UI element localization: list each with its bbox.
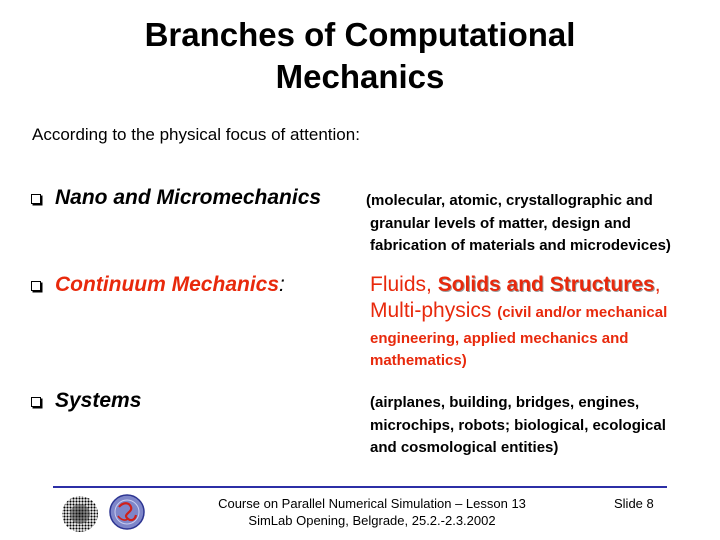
bullet-square-icon [31,194,41,204]
dotted-sphere-logo-icon [60,494,100,534]
item-continuum-label [55,272,285,298]
item-systems-desc-1: (airplanes, building, bridges, engines, [370,394,640,411]
item-continuum-desc-4: mathematics) [370,352,467,369]
bullet-square-icon [31,397,41,407]
desc-multi-physics: Multi-physics [370,299,498,322]
item-continuum-desc-1 [370,272,661,298]
title-line-2: Mechanics [275,58,445,95]
item-systems-desc-2: microchips, robots; biological, ecological [370,417,666,434]
item-continuum-desc-3: engineering, applied mechanics and [370,330,629,347]
item-continuum-label-text: Continuum Mechanics [55,273,280,296]
item-nano-desc-3: fabrication of materials and microdevices) [370,237,671,254]
footer-line-2: SimLab Opening, Belgrade, 25.2.-2.3.2002 [248,513,496,528]
item-systems-desc-3: and cosmological entities) [370,439,559,456]
item-nano-desc-2: granular levels of matter, design and [370,215,631,232]
item-nano-label: Nano and Micromechanics [55,186,322,209]
item-continuum-label-colon: : [279,273,285,296]
bullet-square-icon [31,281,41,291]
desc-paren-1: (civil and/or mechanical [497,304,668,321]
footer-course-info [180,495,564,529]
desc-comma: , [654,273,661,296]
item-systems-label: Systems [55,389,142,412]
desc-solids-structures: Solids and Structures [437,273,655,296]
simlab-logo-icon [109,494,145,530]
footer-line-1: Course on Parallel Numerical Simulation – Lesson 13 [218,496,526,511]
title-line-1: Branches of Computational [144,16,576,53]
desc-fluids: Fluids, [370,273,438,296]
item-nano-desc-1: (molecular, atomic, crystallographic and [366,192,653,209]
footer-divider [53,486,667,488]
item-continuum-desc-2 [370,298,667,324]
slide-title [0,14,720,98]
slide-number: Slide 8 [614,496,654,511]
intro-text: According to the physical focus of attention: [32,125,360,144]
